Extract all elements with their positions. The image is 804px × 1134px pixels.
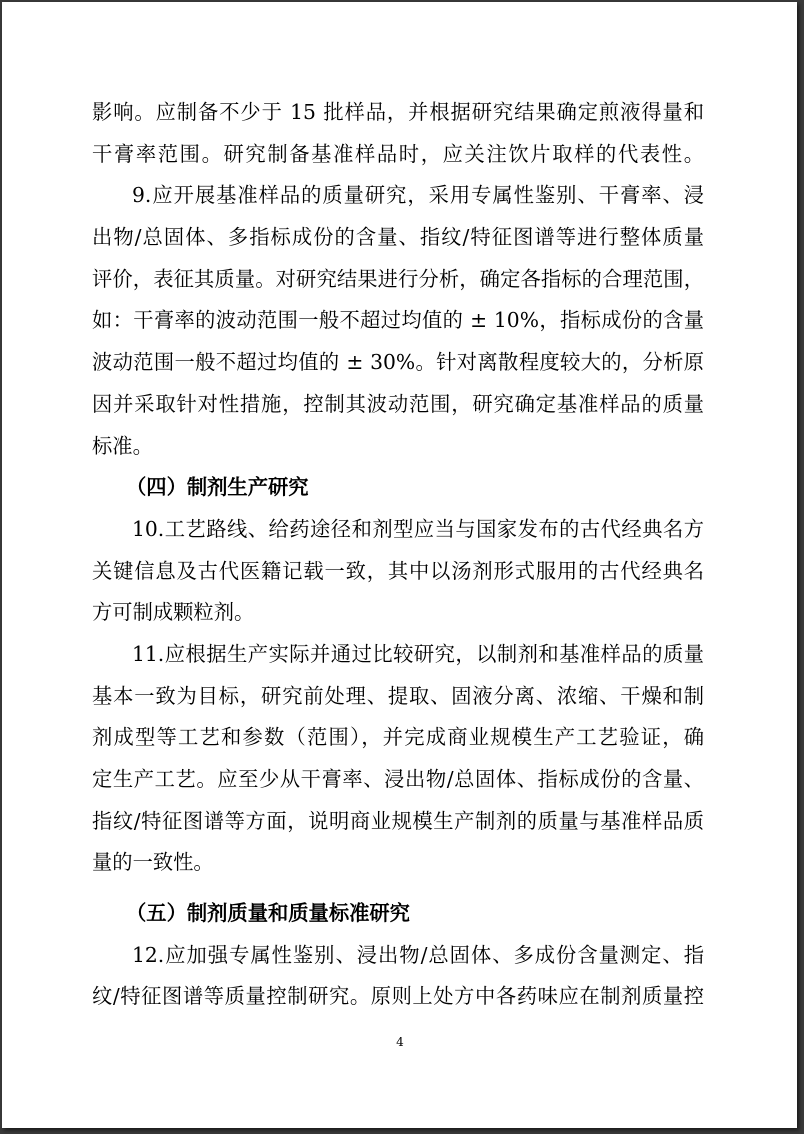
section-heading: （五）制剂质量和质量标准研究: [126, 901, 410, 926]
text-line: 指纹/特征图谱等方面，说明商业规模生产制剂的质量与基准样品质: [92, 808, 704, 833]
text-line: 定生产工艺。应至少从干膏率、浸出物/总固体、指标成份的含量、: [92, 767, 704, 791]
text-line: 9.应开展基准样品的质量研究，采用专属性鉴别、干膏率、浸: [132, 183, 704, 208]
page-number: 4: [396, 1035, 404, 1049]
document-page: [2, 2, 797, 1128]
text-line: 评价，表征其质量。对研究结果进行分析，确定各指标的合理范围，: [92, 266, 704, 291]
text-line: 关键信息及古代医籍记载一致，其中以汤剂形式服用的古代经典名: [92, 558, 704, 583]
text-line: 纹/特征图谱等质量控制研究。原则上处方中各药味应在制剂质量控: [92, 984, 704, 1009]
document-body: [92, 92, 704, 1018]
text-line: 如：干膏率的波动范围一般不超过均值的 ± 10%，指标成份的含量: [92, 308, 704, 333]
text-line: 基本一致为目标，研究前处理、提取、固液分离、浓缩、干燥和制: [92, 683, 704, 708]
text-line: 12.应加强专属性鉴别、浸出物/总固体、多成份含量测定、指: [132, 942, 704, 967]
text-line: 干膏率范围。研究制备基准样品时，应关注饮片取样的代表性。: [92, 141, 704, 166]
text-line: 因并采取针对性措施，控制其波动范围，研究确定基准样品的质量: [92, 391, 704, 416]
text-line: 量的一致性。: [92, 850, 214, 875]
text-line: 波动范围一般不超过均值的 ± 30%。针对离散程度较大的，分析原: [92, 350, 704, 375]
section-heading: （四）制剂生产研究: [126, 475, 309, 500]
text-line: 11.应根据生产实际并通过比较研究，以制剂和基准样品的质量: [132, 641, 704, 666]
text-line: 出物/总固体、多指标成份的含量、指纹/特征图谱等进行整体质量: [92, 225, 704, 250]
text-line: 影响。应制备不少于 15 批样品，并根据研究结果确定煎液得量和: [92, 100, 704, 124]
text-line: 剂成型等工艺和参数（范围），并完成商业规模生产工艺验证，确: [92, 725, 704, 750]
text-line: 10.工艺路线、给药途径和剂型应当与国家发布的古代经典名方: [132, 516, 704, 541]
text-line: 方可制成颗粒剂。: [92, 600, 255, 625]
text-line: 标准。: [92, 433, 153, 458]
